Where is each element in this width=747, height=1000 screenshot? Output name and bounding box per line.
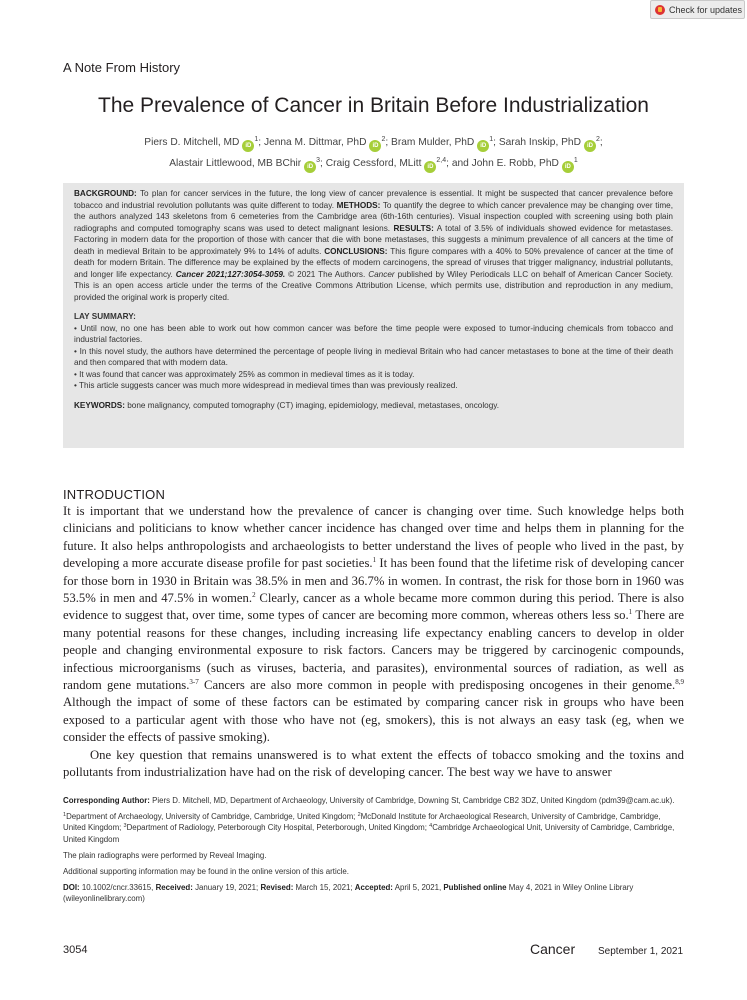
author-name: Alastair Littlewood, MB BChir <box>169 158 302 169</box>
received-value: January 19, 2021; <box>195 883 259 893</box>
lay-summary-item: • This article suggests cancer was much more widespread in medieval times than was previously realized. <box>74 381 458 390</box>
lay-summary-heading: LAY SUMMARY: <box>74 312 136 321</box>
author-name: Sarah Inskip, PhD <box>498 137 581 148</box>
affiliation: Department of Archaeology, University of Cambridge, Cambridge, United Kingdom; <box>66 812 356 822</box>
lay-summary-item: • It was found that cancer was approximately 25% as common in medieval times as it is today. <box>74 369 415 379</box>
affiliation: Cambridge Archaeological Unit, University of Cambridge, Cambridge, United Kingdom <box>63 823 675 844</box>
citation: Cancer 2021;127:3054-3059. <box>175 269 286 279</box>
author-name: John E. Robb, PhD <box>471 158 559 169</box>
and-word: and <box>451 158 469 169</box>
keywords-label: KEYWORDS: <box>74 400 125 410</box>
received-label: Received: <box>155 883 193 893</box>
check-for-updates-label: Check for updates <box>669 4 743 15</box>
copyright-pre: © 2021 The Authors. <box>288 269 366 279</box>
author-affiliation: 2 <box>595 136 600 143</box>
author-affiliation: 2 <box>381 136 386 143</box>
check-for-updates-button[interactable] <box>650 0 745 19</box>
keywords-text: bone malignancy, computed tomography (CT) imaging, epidemiology, medieval, metastases, oncology. <box>127 400 500 410</box>
article-title: The Prevalence of Cancer in Britain Before Industrialization <box>98 94 649 117</box>
introduction-body <box>63 503 684 782</box>
aff-number: 4 <box>429 823 433 830</box>
aff-number: 3 <box>123 823 127 830</box>
accepted-value: April 5, 2021, <box>394 883 442 893</box>
aff-number: 1 <box>63 812 67 819</box>
orcid-icon[interactable]: iD <box>424 161 436 173</box>
text-run: Clearly, cancer as a whole became more common during this period. There is also evidence to suggest that, over time, some types of cancer are becoming more common, whereas others less so. <box>63 591 684 623</box>
published-label: Published online <box>443 883 507 893</box>
lay-summary-list <box>74 323 673 392</box>
doi-value[interactable]: 10.1002/cncr.33615, <box>81 883 154 893</box>
affiliation: McDonald Institute for Archaeological Research, University of Cambridge, Cambridge, United Kingdom; <box>63 812 661 833</box>
author-name: Bram Mulder, PhD <box>391 137 475 148</box>
conclusions-label: CONCLUSIONS: <box>324 246 388 256</box>
lay-summary-item: • Until now, no one has been able to work out how common cancer was before the time people were exposed to tumor-inducing chemicals from tobacco and industrial factories. <box>74 323 673 344</box>
text-run: There are many potential reasons for these changes, including increasing life expectancy enabling cancers to develop in older people and changing environmental exposure to risk factors. Cancers may be triggered by carcinogenic compounds, infectious microorganisms (such as viruses, bacteria, and parasites), environmental sources of radiation, as well as random gene mutations. <box>63 608 684 693</box>
journal-name: Cancer <box>530 941 576 957</box>
author-name: Jenna M. Dittmar, PhD <box>263 137 367 148</box>
reference-link[interactable]: 2 <box>252 591 256 600</box>
background-text: To plan for cancer services in the future, the long view of cancer prevalence is essential. It might be suspected that cancer prevalence before tobacco and industrial revolution pollutants was quite different to today. <box>74 189 673 210</box>
conclusions-text: This figure compares with a 40% to 50% prevalence of cancer at the time of death for modern Britain. The difference may be explained by the effects of modern carcinogens, the spread of viruses that trigger malignancy, industrial pollutants, and longer life expectancy. <box>74 246 673 279</box>
section-label: A Note From History <box>63 60 181 75</box>
doi-line <box>63 882 684 904</box>
abstract-box <box>63 183 684 448</box>
affiliation: Department of Radiology, Peterborough City Hospital, Peterborough, United Kingdom; <box>126 823 427 833</box>
radiographs-note: The plain radiographs were performed by Reveal Imaging. <box>63 850 267 860</box>
author-affiliation: 1 <box>489 136 494 143</box>
text-run: Although the impact of some of these factors can be estimated by comparing cancer risk in groups who have been exposed to a particular agent with those who have not (eg, smokers), this is not always an easy task (eg, when we consider the effects of passive smoking). <box>63 695 684 745</box>
intro-paragraph-2: One key question that remains unanswered is to what extent the effects of tobacco smoking and the toxins and pollutants from industrialization have had on the risk of developing cancer. The best way we have to answer <box>63 747 684 780</box>
orcid-icon[interactable]: iD <box>304 161 316 173</box>
issue-date: September 1, 2021 <box>598 946 684 957</box>
keywords <box>74 400 673 412</box>
orcid-icon[interactable]: iD <box>584 140 596 152</box>
introduction-heading: INTRODUCTION <box>63 487 166 502</box>
crossmark-icon <box>655 5 665 15</box>
text-run: Cancers are also more common in people with predisposing oncogenes in their genome. <box>198 678 676 693</box>
page-number: 3054 <box>63 944 88 956</box>
methods-text: To quantify the degree to which cancer prevalence may be changing over time, the authors analyzed 143 skeletons from 6 cemeteries from the Cambridge area (6th-16th centuries). Visual inspection coupled with screening using both plain radiographs and computed tomography scans was used to detect malignant lesions. <box>74 200 673 233</box>
doi-label: DOI: <box>63 883 80 893</box>
copyright-text: published by Wiley Periodicals LLC on behalf of American Cancer Society. This is an open access article under the terms of the Creative Commons Attribution License, which permits use, distribution and reproduction in any medium, provided the original work is properly cited. <box>74 269 674 302</box>
corresponding-author <box>63 795 684 806</box>
accepted-label: Accepted: <box>354 883 393 893</box>
revised-value: March 15, 2021; <box>295 883 353 893</box>
author-affiliation: 1 <box>254 136 259 143</box>
orcid-icon[interactable]: iD <box>477 140 489 152</box>
published-value: May 4, 2021 in Wiley Online Library (wileyonlinelibrary.com) <box>63 883 634 904</box>
lay-summary-item: • In this novel study, the authors have determined the percentage of people living in medieval Britain who had cancer metastases to bone at the time of their death and then compared that with modern data. <box>74 346 673 367</box>
reference-link[interactable]: 8,9 <box>675 678 684 687</box>
intro-paragraph-1 <box>63 503 684 747</box>
reference-link[interactable]: 3-7 <box>189 678 199 687</box>
abstract-paragraph <box>74 188 673 303</box>
corresponding-text: Piers D. Mitchell, MD, Department of Archaeology, University of Cambridge, Downing St, Cambridge CB2 3DZ, United Kingdom (pdm39@cam.ac.uk). <box>152 796 675 805</box>
author-affiliation: 2,4 <box>436 157 447 164</box>
reference-link[interactable]: 1 <box>628 608 633 617</box>
reference-link[interactable]: 1 <box>372 556 377 565</box>
affiliations <box>63 811 684 845</box>
orcid-icon[interactable]: iD <box>242 140 254 152</box>
author-list: Piers D. Mitchell, MD iD$^1$; Jenna M. Dittmar, PhD iD$^2$; Bram Mulder, PhD iD$^1$; Sarah Inskip, PhD iD$^2$; Alastair Littlewood, MB BChir iD$^3$; Craig Cessford, MLitt iD$^{2,4}$; and John E. Robb, PhD iD$^1$ <box>60 131 687 173</box>
copyright-journal: Cancer <box>368 269 395 279</box>
results-text: A total of 3.5% of individuals showed evidence for metastases. Factoring in modern data for the proportion of those with cancer that die with bone metastases, this suggests a minimum prevalence of all cancers at the time of death in medieval Britain to be approximately 9% to 14% of adults. <box>74 223 673 256</box>
orcid-icon[interactable]: iD <box>562 161 574 173</box>
orcid-icon[interactable]: iD <box>369 140 381 152</box>
text-run: It is important that we understand how the prevalence of cancer is changing over time. Such knowledge helps both clinicians and politicians to know whether cancer incidence has changed over time and helps them in planning for the future. It also helps anthropologists and archaeologists to better understand the lives of people who lived in the past, by developing a more accurate disease profile for past societies. <box>63 504 684 571</box>
corresponding-label: Corresponding Author: <box>63 796 150 805</box>
supporting-info-note: Additional supporting information may be found in the online version of this article. <box>63 867 349 877</box>
revised-label: Revised: <box>260 883 294 893</box>
author-name: Piers D. Mitchell, MD <box>144 137 240 148</box>
text-run: It has been found that the lifetime risk of developing cancer for those born in 1930 in Britain was 38.5% in men and 36.7% in women. In contrast, the risk for those born in 1960 was 53.5% in men and 47.5% in women. <box>63 556 685 606</box>
aff-number: 2 <box>357 812 361 819</box>
author-affiliation: 1 <box>573 157 578 164</box>
background-label: BACKGROUND: <box>74 189 137 198</box>
author-affiliation: 3 <box>316 157 321 164</box>
methods-label: METHODS: <box>336 200 381 210</box>
author-name: Craig Cessford, MLitt <box>325 158 422 169</box>
footnotes <box>63 795 684 910</box>
results-label: RESULTS: <box>393 223 434 233</box>
